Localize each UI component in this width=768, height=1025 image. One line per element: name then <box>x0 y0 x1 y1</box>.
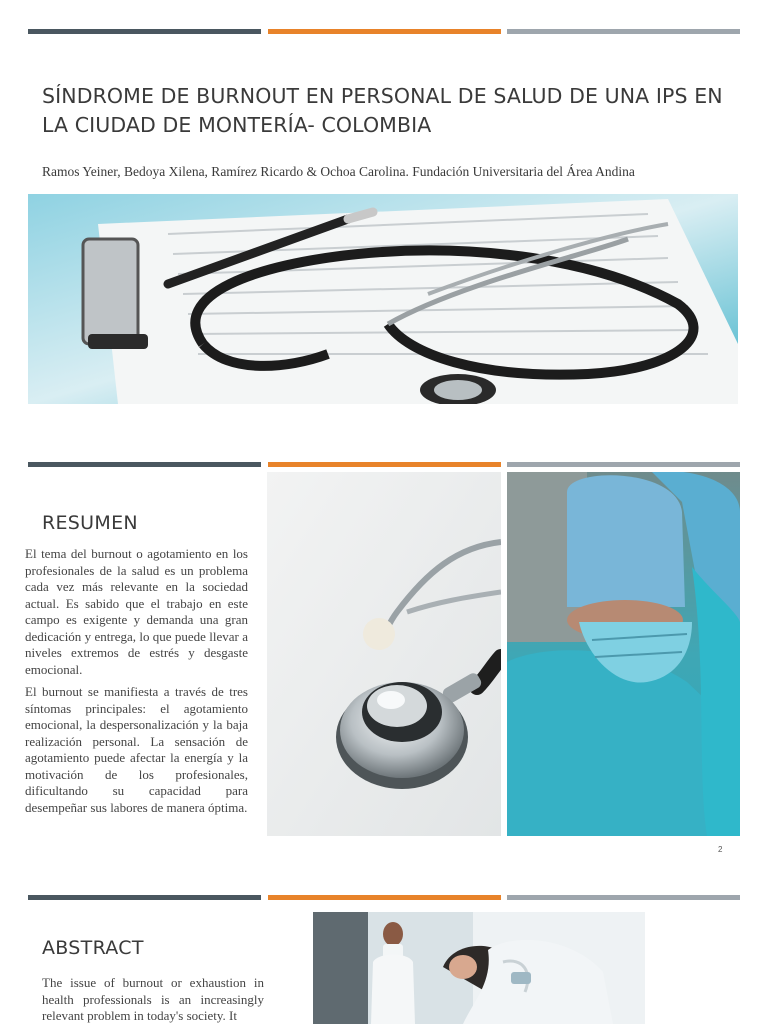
divider-orange <box>268 895 501 900</box>
divider-dark <box>28 29 261 34</box>
divider-gray <box>507 462 740 467</box>
divider-orange <box>268 462 501 467</box>
resumen-paragraph-2: El burnout se manifiesta a través de tres síntomas principales: el agotamiento emocional, la despersonalización y la baja realización personal. La sensación de agotamiento puede afectar la energía y la motivación de los profesionales, dificultando su capacidad para desempeñar sus labores de manera óptima. <box>25 684 248 815</box>
abstract-paragraph: The issue of burnout or exhaustion in health professionals is an increasingly relevant problem in today's society. It <box>42 975 264 1023</box>
divider-dark <box>28 462 261 467</box>
surgeons-photo <box>507 472 740 836</box>
divider-orange <box>268 29 501 34</box>
resumen-paragraph-1: El tema del burnout o agotamiento en los profesionales de la salud es un problema cada vez más relevante en la sociedad actual. Es sabido que el trabajo en este campo es exigente y demanda una gran dedicación y entrega, lo que puede llevar a niveles extremos de estrés y desgaste emocional. <box>25 546 248 677</box>
stethoscope-chestpiece-photo <box>267 472 501 836</box>
slide-title: SÍNDROME DE BURNOUT EN PERSONAL DE SALUD DE UNA IPS EN LA CIUDAD DE MONTERÍA- COLOMBIA <box>42 84 723 137</box>
stethoscope-clipboard-photo <box>28 194 738 404</box>
divider-dark <box>28 895 261 900</box>
divider-gray <box>507 895 740 900</box>
slide-authors: Ramos Yeiner, Bedoya Xilena, Ramírez Ricardo & Ochoa Carolina. Fundación Universitaria del Área Andina <box>42 164 635 179</box>
exhausted-doctor-photo <box>313 912 645 1024</box>
abstract-heading: ABSTRACT <box>42 937 144 959</box>
page-number: 2 <box>718 845 723 854</box>
divider-gray <box>507 29 740 34</box>
resumen-heading: RESUMEN <box>42 512 138 534</box>
